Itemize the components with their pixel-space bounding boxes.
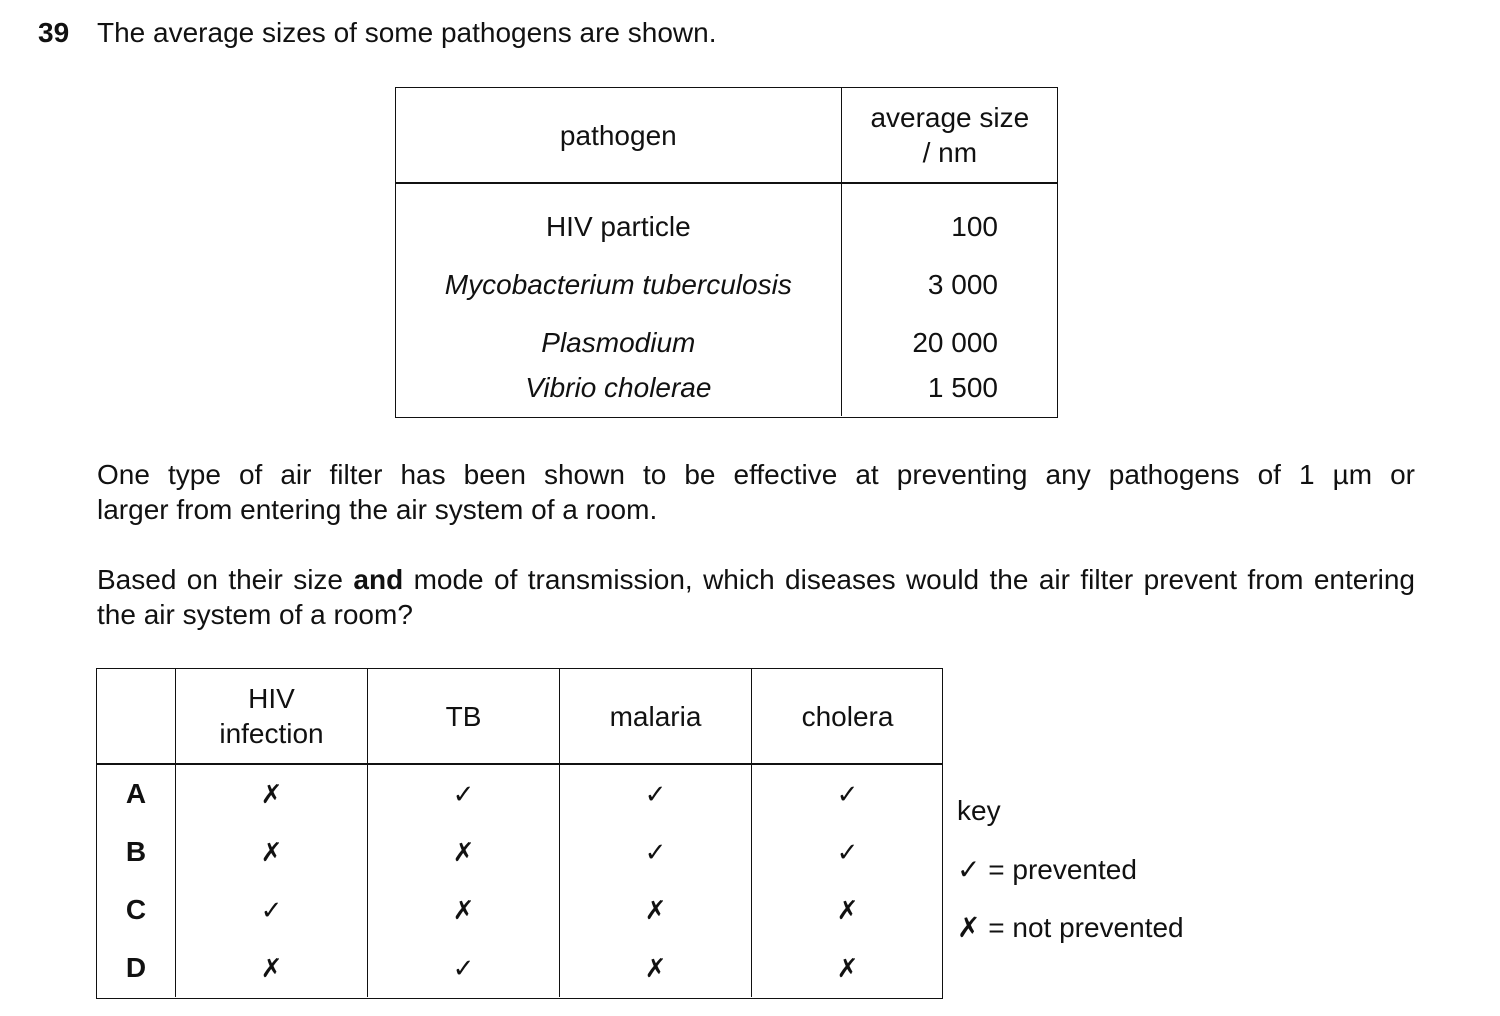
pathogen-size: 100 (951, 211, 998, 242)
mark-malaria: ✗ (560, 881, 752, 939)
mark-tb: ✗ (368, 823, 560, 881)
option-label[interactable]: C (97, 881, 176, 939)
mark-hiv: ✗ (176, 939, 368, 997)
option-row-b[interactable] (97, 823, 943, 881)
mark-hiv: ✗ (176, 823, 368, 881)
header-cholera: cholera (752, 669, 944, 764)
table-row (396, 314, 1058, 372)
key-prevented: ✓ = prevented (957, 853, 1137, 885)
mark-malaria: ✗ (560, 939, 752, 997)
header-tb: TB (368, 669, 560, 764)
pathogen-size: 3 000 (927, 269, 998, 300)
table-row (396, 183, 1058, 256)
header-average-size (841, 88, 1058, 183)
mark-hiv: ✗ (176, 764, 368, 823)
header-size-line1: average size (870, 102, 1030, 133)
option-label[interactable]: A (97, 764, 176, 823)
key-not-prevented: ✗ = not prevented (957, 912, 1184, 943)
question-number: 39 (38, 17, 70, 48)
paragraph-filter (97, 457, 1415, 527)
header-hiv-infection: HIV infection (176, 669, 368, 764)
mark-malaria: ✓ (560, 764, 752, 823)
paragraph-filter-line1: One type of air filter has been shown to be effective at preventing any pathogens of 1 µm or (97, 459, 1415, 490)
emphasis-and: and (353, 564, 404, 595)
paragraph-filter-line2: larger from entering the air system of a room. (97, 494, 658, 525)
size-table-header (396, 88, 1058, 183)
option-label[interactable]: D (97, 939, 176, 997)
pathogen-name: Plasmodium (396, 314, 841, 372)
header-empty (97, 669, 176, 764)
header-malaria: malaria (560, 669, 752, 764)
mark-cholera: ✓ (836, 836, 859, 867)
key-title: key (957, 795, 1001, 826)
pathogen-name: HIV particle (396, 183, 841, 256)
mark-malaria: ✓ (560, 823, 752, 881)
table-row (396, 256, 1058, 314)
mark-tb: ✗ (368, 881, 560, 939)
question-stem: The average sizes of some pathogens are shown. (97, 17, 717, 48)
table-row (396, 372, 1058, 416)
options-table-header (97, 669, 943, 764)
pathogen-name: Vibrio cholerae (396, 372, 841, 416)
key-legend (957, 782, 1184, 958)
header-size-line2: / nm (922, 137, 978, 168)
pathogen-size-table (396, 88, 1058, 416)
option-row-c[interactable] (97, 881, 943, 939)
option-label[interactable]: B (97, 823, 176, 881)
pathogen-size: 1 500 (927, 372, 998, 403)
options-table (97, 669, 943, 997)
option-row-d[interactable] (97, 939, 943, 997)
mark-tb: ✓ (368, 939, 560, 997)
mark-hiv: ✓ (176, 881, 368, 939)
header-pathogen: pathogen (396, 88, 841, 183)
mark-cholera: ✓ (836, 778, 859, 809)
pathogen-size: 20 000 (912, 327, 998, 358)
option-row-a[interactable] (97, 764, 943, 823)
paragraph-question: Based on their size and mode of transmission, which diseases would the air filter prevent from entering the air system of a room? (97, 564, 1416, 630)
mark-cholera: ✗ (836, 952, 859, 983)
pathogen-name: Mycobacterium tuberculosis (396, 256, 841, 314)
mark-cholera: ✗ (836, 894, 859, 925)
mark-tb: ✓ (368, 764, 560, 823)
